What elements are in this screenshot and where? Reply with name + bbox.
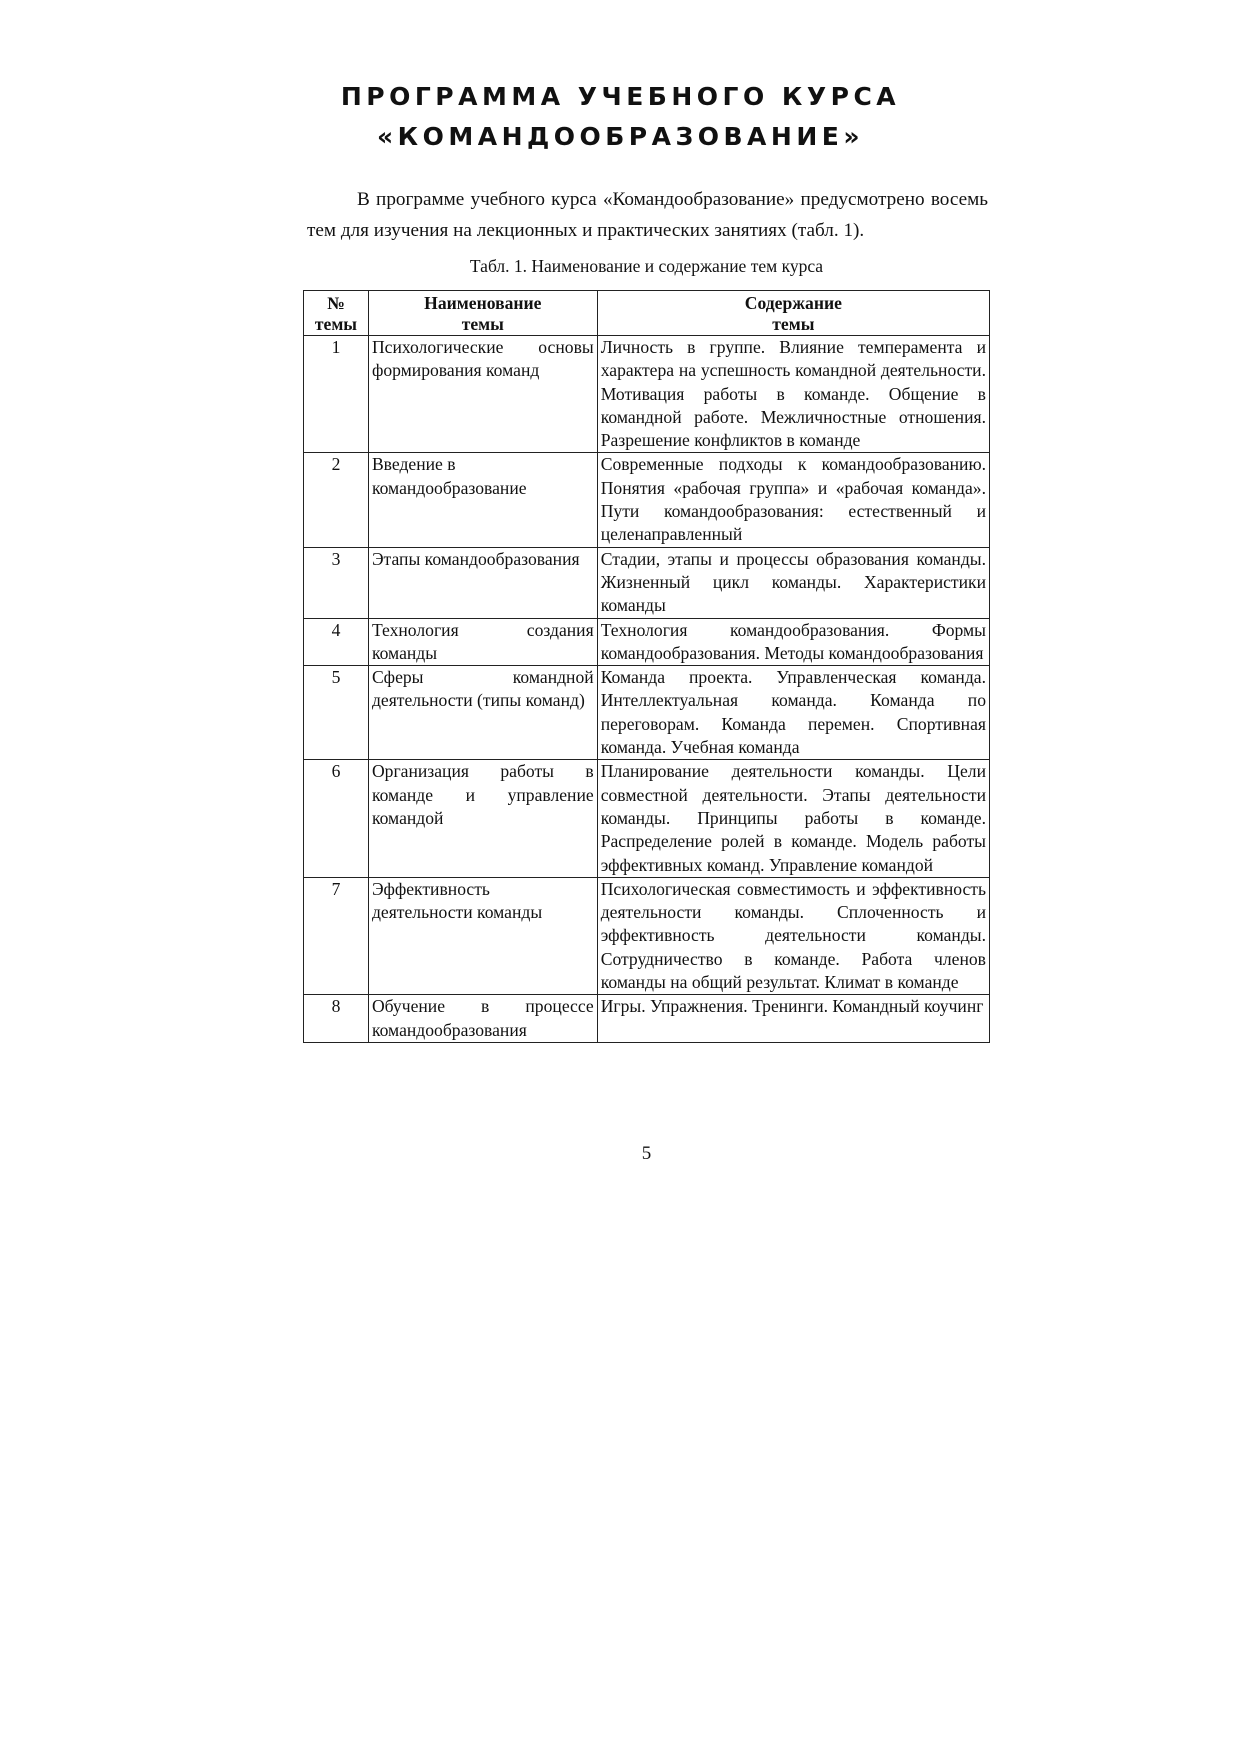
- row-num: 5: [304, 666, 369, 760]
- table-row: [304, 995, 990, 1043]
- header-name-line1: Наименование: [424, 293, 542, 313]
- table-row: [304, 547, 990, 618]
- header-num-line1: №: [327, 293, 345, 313]
- title-line-2: «КОМАНДООБРАЗОВАНИЕ»: [377, 122, 864, 151]
- row-name: Эффективность деятельности команды: [368, 877, 597, 994]
- header-num: [304, 291, 369, 336]
- row-content: Психологическая совместимость и эффективность деятельности команды. Сплоченность и эффективность деятельности команды. Сотрудничество в команде. Работа членов команды на общий результат. Климат в команде: [597, 877, 989, 994]
- row-content: Игры. Упражнения. Тренинги. Командный коучинг: [597, 995, 989, 1043]
- title-line-1: ПРОГРАММА УЧЕБНОГО КУРСА: [340, 82, 901, 111]
- table-row: [304, 336, 990, 453]
- row-num: 1: [304, 336, 369, 453]
- intro-text: В программе учебного курса «Командообразование» предусмотрено восемь тем для изучения на лекционных и практических занятиях (табл. 1).: [307, 189, 988, 241]
- header-content: [597, 291, 989, 336]
- row-num: 2: [304, 453, 369, 547]
- intro-paragraph: [307, 184, 988, 246]
- row-num: 4: [304, 618, 369, 666]
- table-row: [304, 666, 990, 760]
- topics-table: [303, 290, 990, 1043]
- row-content: Личность в группе. Влияние темперамента и характера на успешность командной деятельности. Мотивация работы в команде. Общение в командной работе. Межличностные отношения. Разрешение конфликтов в команде: [597, 336, 989, 453]
- header-num-line2: темы: [314, 314, 358, 334]
- page-number: 5: [641, 1143, 652, 1164]
- row-num: 8: [304, 995, 369, 1043]
- row-num: 6: [304, 760, 369, 877]
- header-content-line2: темы: [772, 314, 815, 334]
- row-name: Психологические основы формирования команд: [368, 336, 597, 453]
- table-header-row: [304, 291, 990, 336]
- row-num: 3: [304, 547, 369, 618]
- table-row: [304, 453, 990, 547]
- row-name: Обучение в процессе командообразования: [368, 995, 597, 1043]
- table-row: [304, 618, 990, 666]
- header-name: [368, 291, 597, 336]
- row-content: Стадии, этапы и процессы образования команды. Жизненный цикл команды. Характеристики команды: [597, 547, 989, 618]
- header-name-line2: темы: [461, 314, 504, 334]
- row-name: Сферы командной деятельности (типы команд): [368, 666, 597, 760]
- header-content-line1: Содержание: [744, 293, 842, 313]
- row-name: Этапы командообразования: [368, 547, 597, 618]
- row-name: Введение в командообразование: [368, 453, 597, 547]
- row-name: Организация работы в команде и управление командой: [368, 760, 597, 877]
- table-caption: Табл. 1. Наименование и содержание тем курса: [469, 256, 824, 276]
- page-title: [0, 77, 1241, 157]
- table-row: [304, 877, 990, 994]
- row-content: Команда проекта. Управленческая команда. Интеллектуальная команда. Команда по переговорам. Команда перемен. Спортивная команда. Учебная команда: [597, 666, 989, 760]
- row-num: 7: [304, 877, 369, 994]
- row-content: Планирование деятельности команды. Цели совместной деятельности. Этапы деятельности команды. Принципы работы в команде. Распределение ролей в команде. Модель работы эффективных команд. Управление командой: [597, 760, 989, 877]
- row-content: Современные подходы к командообразованию. Понятия «рабочая группа» и «рабочая команда». Пути командообразования: естественный и целенаправленный: [597, 453, 989, 547]
- table-row: [304, 760, 990, 877]
- row-name: Технология создания команды: [368, 618, 597, 666]
- row-content: Технология командообразования. Формы командообразования. Методы командообразования: [597, 618, 989, 666]
